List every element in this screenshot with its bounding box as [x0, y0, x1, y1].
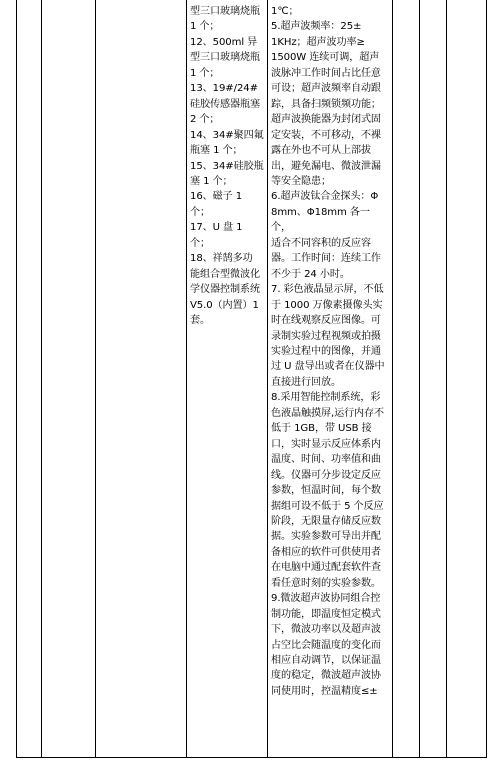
cell-text-line: 塞 1 个； [190, 175, 233, 187]
cell-text-line: 13、19#/24# [190, 83, 258, 95]
cell-text-line: 定安装，不可移动，不裸 [271, 129, 381, 141]
cell-text-line: 制功能，即温度恒定模式 [271, 608, 381, 620]
column-divider [41, 0, 42, 757]
column-divider [419, 0, 420, 757]
cell-text-line: 硅胶传感器瓶塞 [190, 98, 260, 110]
cell-text-line: 9.微波超声波协同组合控 [271, 593, 381, 605]
table-border-right [486, 0, 487, 757]
cell-text-line: 能组合型微波化 [190, 268, 260, 280]
cell-text-line: 等安全隐患； [271, 175, 331, 187]
cell-text-line: 实验过程中的图像，并通 [271, 345, 381, 357]
cell-text-line: 据。实验参数可导出并配 [271, 531, 381, 543]
cell-text-line: 17、U 盘 1 [190, 222, 243, 234]
cell-text-line: 2 个； [190, 114, 220, 126]
cell-text-line: 超声波换能器为封闭式固 [271, 114, 381, 126]
cell-text-line: 在电脑中通过配套软件查 [271, 562, 381, 574]
cell-text-line: 1KHz；超声波功率≥ [271, 36, 365, 48]
cell-text-line: 度的稳定，微波超声波协 [271, 670, 381, 682]
cell-text-line: 过 U 盘导出或者在仪器中 [271, 361, 385, 373]
cell-text-line: 适合不同容积的反应容 [271, 237, 371, 249]
cell-text-line: 时在线观察反应图像。可 [271, 315, 381, 327]
cell-text-line: 5.超声波频率：25± [271, 21, 362, 33]
cell-text-line: 波脉冲工作时间占比任意 [271, 67, 381, 79]
table-border-bottom [16, 757, 487, 758]
cell-text-line: 个； [190, 206, 210, 218]
cell-text-line: 出，避免漏电、微波泄漏 [271, 160, 381, 172]
cell-text-line: 16、磁子 1 [190, 191, 243, 203]
cell-text-line: 线。仪器可分步设定反应 [271, 469, 381, 481]
cell-text-line: 相应自动调节，以保证温 [271, 655, 381, 667]
cell-text-line: 18、祥鹄多功 [190, 253, 253, 265]
items-cell [190, 4, 265, 329]
cell-text-line: 露在外也不可从上部拔 [271, 145, 371, 157]
cell-text-line: 同使用时，控温精度≤± [271, 685, 378, 697]
cell-text-line: 占空比会随温度的变化而 [271, 639, 381, 651]
cell-text-line: 备相应的软件可供使用者 [271, 546, 381, 558]
cell-text-line: 1℃； [271, 6, 299, 17]
cell-text-line: 个； [190, 237, 210, 249]
cell-text-line: 器。工作时间：连续工作 [271, 253, 381, 265]
cell-text-line: 1500W 连续可调，超声 [271, 52, 380, 64]
column-divider [267, 0, 268, 757]
column-divider [95, 0, 96, 757]
cell-text-line: 阶段，无限量存储反应数 [271, 515, 381, 527]
cell-text-line: V5.0（内置）1 [190, 299, 259, 311]
cell-text-line: 直接进行回放。 [271, 376, 341, 388]
cell-text-line: 6.超声波钛合金探头：Φ [271, 191, 379, 203]
cell-text-line: 可设；超声波频率自动跟 [271, 83, 381, 95]
column-divider [186, 0, 187, 757]
cell-text-line: 参数，恒温时间，每个数 [271, 485, 381, 497]
cell-text-line: 14、34#聚四氟 [190, 129, 264, 141]
cell-text-line: 下，微波功率以及超声波 [271, 624, 381, 636]
cell-text-line: 8mm、Φ18mm 各一个， [271, 206, 370, 234]
table-border-left [16, 0, 17, 757]
cell-text-line: 套。 [190, 315, 210, 327]
cell-text-line: 型三口玻璃烧瓶 [190, 52, 260, 64]
cell-text-line: 12、500ml 异 [190, 36, 258, 48]
cell-text-line: 瓶塞 1 个； [190, 145, 243, 157]
cell-text-line: 据组可设不低于 5 个反应 [271, 500, 384, 512]
cell-text-line: 低于 1GB，带 USB 接 [271, 423, 372, 435]
cell-text-line: 型三口玻璃烧瓶 [190, 6, 260, 17]
cell-text-line: 8.采用智能控制系统，彩 [271, 392, 381, 404]
cell-text-line: 踪，具备扫频锁频功能； [271, 98, 381, 110]
cell-text-line: 色液晶触摸屏,运行内存不 [271, 407, 385, 419]
cell-text-line: 录制实验过程视频或拍摄 [271, 330, 381, 342]
cell-text-line: 温度、时间、功率值和曲 [271, 454, 381, 466]
cell-text-line: 1 个； [190, 21, 220, 33]
cell-text-line: 口，实时显示反应体系内 [271, 438, 381, 450]
cell-text-line: 不少于 24 小时。 [271, 268, 350, 280]
cell-text-line: 学仪器控制系统 [190, 284, 260, 296]
spec-cell [271, 4, 388, 699]
cell-text-line: 于 1000 万像素摄像头实 [271, 299, 383, 311]
cell-text-line: 1 个； [190, 67, 220, 79]
column-divider [392, 0, 393, 757]
cell-text-line: 7. 彩色液晶显示屏，不低 [271, 284, 384, 296]
cell-text-line: 15、34#硅胶瓶 [190, 160, 264, 172]
column-divider [446, 0, 447, 757]
cell-text-line: 看任意时刻的实验参数。 [271, 577, 381, 589]
